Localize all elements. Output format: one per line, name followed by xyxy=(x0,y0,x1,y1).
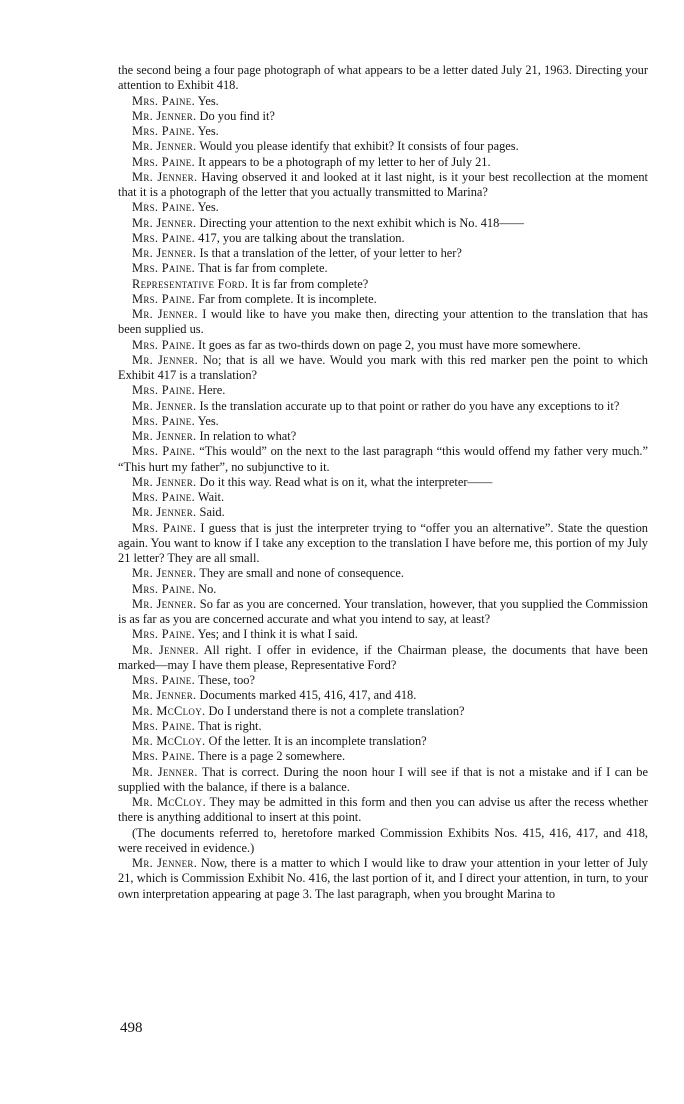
transcript-paragraph xyxy=(118,505,648,520)
transcript-paragraph xyxy=(118,231,648,246)
speaker-name: Mrs. Paine. xyxy=(132,413,196,428)
speaker-name: Mr. Jenner. xyxy=(132,246,197,260)
speaker-name: Mrs. Paine. xyxy=(132,93,196,108)
paragraph-text: Yes. xyxy=(197,413,219,428)
transcript-paragraph xyxy=(118,200,648,215)
speaker-name: Mr. Jenner. xyxy=(132,215,197,230)
transcript-paragraph xyxy=(118,139,648,154)
speaker-name: Mr. Jenner. xyxy=(132,688,197,703)
transcript-paragraph xyxy=(118,307,648,338)
transcript-body xyxy=(118,63,648,902)
paragraph-text: All right. I offer in evidence, if the Chairman please, the documents that have been marked—may I have them please, Representative Ford? xyxy=(118,642,649,672)
paragraph-text: It goes as far as two-thirds down on page 2, you must have more somewhere. xyxy=(198,337,581,352)
transcript-paragraph xyxy=(118,399,648,414)
paragraph-text: Here. xyxy=(198,383,226,398)
speaker-name: Mr. McCloy. xyxy=(132,703,206,718)
paragraph-text: Do I understand there is not a complete translation? xyxy=(208,703,465,718)
transcript-paragraph xyxy=(118,94,648,109)
speaker-name: Mrs. Paine. xyxy=(132,154,196,169)
paragraph-text: Yes; and I think it is what I said. xyxy=(197,627,358,642)
transcript-paragraph xyxy=(118,63,648,94)
speaker-name: Mrs. Paine. xyxy=(132,291,196,306)
paragraph-text: There is a page 2 somewhere. xyxy=(197,749,346,764)
transcript-paragraph xyxy=(118,444,648,475)
transcript-paragraph xyxy=(118,643,648,674)
paragraph-text: They may be admitted in this form and then you can advise us after the recess whether there is anything additional to insert at this point. xyxy=(118,795,649,825)
transcript-paragraph xyxy=(118,765,648,796)
speaker-name: Mrs. Paine. xyxy=(132,383,196,398)
paragraph-text: Is the translation accurate up to that point or rather do you have any exceptions to it? xyxy=(199,398,620,413)
speaker-name: Mrs. Paine. xyxy=(132,230,196,245)
paragraph-text: Yes. xyxy=(197,124,219,138)
transcript-paragraph xyxy=(118,826,648,857)
speaker-name: Mr. Jenner. xyxy=(132,169,198,184)
transcript-paragraph xyxy=(118,749,648,764)
transcript-paragraph xyxy=(118,124,648,139)
speaker-name: Mrs. Paine. xyxy=(132,749,196,764)
paragraph-text: Said. xyxy=(199,505,225,520)
paragraph-text: (The documents referred to, heretofore marked Commission Exhibits Nos. 415, 416, 417, and 418, were received in evidence.) xyxy=(118,825,648,855)
transcript-paragraph xyxy=(118,734,648,749)
paragraph-text: That is correct. During the noon hour I will see if that is not a mistake and if I can be supplied with the balance, if there is a balance. xyxy=(118,764,648,794)
paragraph-text: These, too? xyxy=(197,673,256,687)
transcript-paragraph xyxy=(118,338,648,353)
speaker-name: Mr. Jenner. xyxy=(132,596,197,611)
speaker-name: Mr. Jenner. xyxy=(132,505,197,520)
transcript-paragraph xyxy=(118,429,648,444)
transcript-paragraph xyxy=(118,383,648,398)
paragraph-text: Now, there is a matter to which I would like to draw your attention in your letter of July 21, which is Commission Exhibit No. 416, the last portion of it, and I direct your attention, in turn, to your own interpretation appearing at page 3. The last paragraph, when you brought Marina to xyxy=(118,856,648,901)
paragraph-text: It is far from complete? xyxy=(251,276,369,291)
paragraph-text: “This would” on the next to the last paragraph “this would offend my father very much.” “This hurt my father”, no subjunctive to it. xyxy=(118,444,648,474)
transcript-paragraph xyxy=(118,688,648,703)
transcript-paragraph xyxy=(118,490,648,505)
speaker-name: Mr. McCloy. xyxy=(132,734,206,748)
speaker-name: Mrs. Paine. xyxy=(132,581,196,596)
speaker-name: Mrs. Paine. xyxy=(132,673,196,687)
transcript-paragraph xyxy=(118,277,648,292)
paragraph-text: Of the letter. It is an incomplete translation? xyxy=(208,734,427,748)
paragraph-text: Do you find it? xyxy=(199,108,275,123)
transcript-paragraph xyxy=(118,566,648,581)
speaker-name: Mr. Jenner. xyxy=(132,307,198,321)
paragraph-text: Directing your attention to the next exhibit which is No. 418—— xyxy=(199,215,525,230)
transcript-paragraph xyxy=(118,353,648,384)
speaker-name: Mrs. Paine. xyxy=(132,261,196,276)
speaker-name: Mrs. Paine. xyxy=(132,200,196,215)
paragraph-text: No. xyxy=(198,581,217,596)
paragraph-text: In relation to what? xyxy=(199,429,297,443)
transcript-paragraph xyxy=(118,795,648,826)
transcript-paragraph xyxy=(118,216,648,231)
transcript-paragraph xyxy=(118,627,648,642)
speaker-name: Mr. McCloy. xyxy=(132,795,207,809)
transcript-paragraph xyxy=(118,475,648,490)
paragraph-text: Yes. xyxy=(197,200,219,215)
paragraph-text: So far as you are concerned. Your translation, however, that you supplied the Commission is as far as you are concerned accurate and what you intend to say, at least? xyxy=(118,596,648,626)
transcript-paragraph xyxy=(118,521,648,567)
paragraph-text: Yes. xyxy=(197,93,219,108)
paragraph-text: Far from complete. It is incomplete. xyxy=(198,291,377,306)
transcript-paragraph xyxy=(118,109,648,124)
transcript-paragraph xyxy=(118,582,648,597)
paragraph-text: They are small and none of consequence. xyxy=(199,566,405,581)
speaker-name: Mr. Jenner. xyxy=(132,566,197,581)
paragraph-text: No; that is all we have. Would you mark with this red marker pen the point to which Exhibit 417 is a translation? xyxy=(118,352,648,382)
paragraph-text: That is right. xyxy=(197,718,262,733)
speaker-name: Mr. Jenner. xyxy=(132,139,197,154)
speaker-name: Mrs. Paine. xyxy=(132,627,196,642)
speaker-name: Mrs. Paine. xyxy=(132,520,197,535)
paragraph-text: I would like to have you make then, directing your attention to the translation that has been supplied us. xyxy=(118,307,648,337)
paragraph-text: That is far from complete. xyxy=(197,261,328,276)
transcript-paragraph xyxy=(118,261,648,276)
paragraph-text: the second being a four page photograph of what appears to be a letter dated July 21, 1963. Directing your attention to Exhibit 418. xyxy=(118,63,648,93)
paragraph-text: It appears to be a photograph of my letter to her of July 21. xyxy=(198,154,491,169)
speaker-name: Mr. Jenner. xyxy=(132,398,197,413)
speaker-name: Mr. Jenner. xyxy=(132,764,198,779)
speaker-name: Mrs. Paine. xyxy=(132,490,196,504)
speaker-name: Mr. Jenner. xyxy=(132,474,197,489)
transcript-paragraph xyxy=(118,597,648,628)
paragraph-text: Having observed it and looked at it last night, is it your best recollection at the moment that it is a photograph of the letter that you actually transmitted to Marina? xyxy=(118,169,648,199)
transcript-paragraph xyxy=(118,673,648,688)
paragraph-text: Do it this way. Read what is on it, what the interpreter—— xyxy=(199,474,493,489)
speaker-name: Mr. Jenner. xyxy=(132,856,198,870)
paragraph-text: 417, you are talking about the translation. xyxy=(198,230,405,245)
transcript-paragraph xyxy=(118,856,648,902)
paragraph-text: Would you please identify that exhibit? It consists of four pages. xyxy=(199,139,519,154)
paragraph-text: I guess that is just the interpreter trying to “offer you an alternative”. State the question again. You want to know if I take any exception to the translation I have before me, this portion of my July 21 letter? They are all small. xyxy=(118,520,648,565)
speaker-name: Mrs. Paine. xyxy=(132,444,196,459)
page-number: 498 xyxy=(120,1020,143,1036)
speaker-name: Mr. Jenner. xyxy=(132,642,199,657)
transcript-paragraph xyxy=(118,246,648,261)
speaker-name: Mr. Jenner. xyxy=(132,108,197,123)
transcript-paragraph xyxy=(118,414,648,429)
transcript-paragraph xyxy=(118,704,648,719)
speaker-name: Mrs. Paine. xyxy=(132,718,196,733)
paragraph-text: Wait. xyxy=(197,490,225,504)
transcript-paragraph xyxy=(118,719,648,734)
speaker-name: Mr. Jenner. xyxy=(132,429,197,443)
transcript-paragraph xyxy=(118,155,648,170)
paragraph-text: Is that a translation of the letter, of your letter to her? xyxy=(199,246,462,260)
paragraph-text: Documents marked 415, 416, 417, and 418. xyxy=(199,688,417,703)
transcript-paragraph xyxy=(118,170,648,201)
speaker-name: Representative Ford. xyxy=(132,276,249,291)
speaker-name: Mrs. Paine. xyxy=(132,124,196,138)
transcript-paragraph xyxy=(118,292,648,307)
transcript-page xyxy=(118,63,648,902)
speaker-name: Mrs. Paine. xyxy=(132,337,196,352)
speaker-name: Mr. Jenner. xyxy=(132,352,199,367)
